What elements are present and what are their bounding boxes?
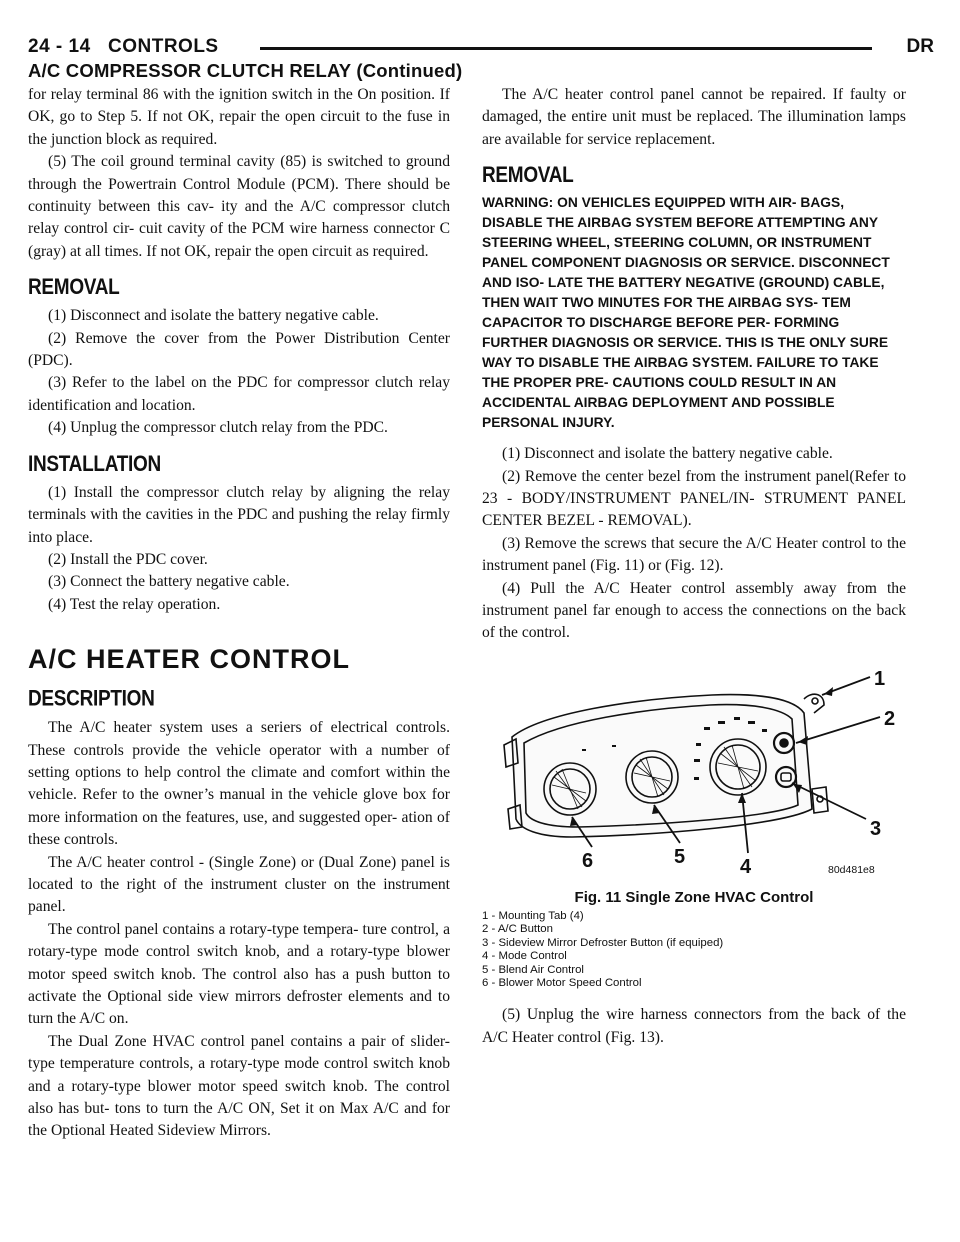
removal-heading: REMOVAL <box>482 163 574 188</box>
removal-step: (2) Remove the center bezel from the instrument panel(Refer to 23 - BODY/INSTRUMENT PANEL/IN- STRUMENT PANEL CENTER BEZEL - REMOVAL). <box>482 467 906 530</box>
callout-6: 6 <box>582 849 594 872</box>
figure-caption: Fig. 11 Single Zone HVAC Control <box>574 888 814 906</box>
installation-step: (3) Connect the battery negative cable. <box>48 573 290 591</box>
figure-image-id: 80d481e8 <box>828 863 875 876</box>
description-heading: DESCRIPTION <box>28 687 155 712</box>
description-paragraph: The A/C heater system uses a seriers of electrical controls. These controls provide the vehicle operator with a number of setting options to help control the climate and comfort within the vehicle. Refer to the owner’s manual in the vehicle glove box for more information on the features, use, and suggested oper- ation of these controls. <box>28 719 450 849</box>
legend-item: 2 - A/C Button <box>482 923 553 936</box>
installation-step: (4) Test the relay operation. <box>48 595 221 613</box>
legend-item: 1 - Mounting Tab (4) <box>482 909 584 922</box>
callout-5: 5 <box>674 845 686 868</box>
installation-heading: INSTALLATION <box>28 452 161 477</box>
paragraph-step5: (5) The coil ground terminal cavity (85) is switched to ground through the Powertrain Control Module (PCM). There should be continuity between this cav- ity and the A/C compressor clutch relay control cir- cuit cavity of the PCM wire harness connector C (gray) at all times. If not OK, repair the open circuit as required. <box>28 153 450 260</box>
legend-item: 5 - Blend Air Control <box>482 963 584 976</box>
page-number-section: 24 - 14 CONTROLS <box>28 36 219 57</box>
description-paragraph: The Dual Zone HVAC control panel contains a pair of slider-type temperature controls, a rotary-type mode control switch knob and a rotary-type blower motor speed switch knob. The control also has but- tons to turn the A/C ON, Set it on Max A/C and for the Optional Heated Sideview Mirrors. <box>28 1032 450 1140</box>
removal-step: (3) Remove the screws that secure the A/C Heater control to the instrument panel (Fig. 11) or (Fig. 12). <box>482 534 906 575</box>
legend-item: 6 - Blower Motor Speed Control <box>482 976 642 989</box>
removal-step-5: (5) Unplug the wire harness connectors from the back of the A/C Heater control (Fig. 13). <box>482 1006 906 1046</box>
page-header <box>28 36 934 81</box>
left-column <box>28 84 450 1143</box>
hvac-control-figure <box>482 659 906 883</box>
paragraph-repair: The A/C heater control panel cannot be repaired. If faulty or damaged, the entire unit must be replaced. The illumination lamps are available for service replacement. <box>482 86 906 148</box>
legend-item: 3 - Sideview Mirror Defroster Button (if equiped) <box>482 936 724 949</box>
installation-step: (1) Install the compressor clutch relay by aligning the relay terminals with the cavities in the PDC and pushing the relay firmly into place. <box>28 483 450 546</box>
removal-step: (2) Remove the cover from the Power Distribution Center (PDC). <box>28 329 450 370</box>
callout-4: 4 <box>740 855 752 878</box>
installation-step: (2) Install the PDC cover. <box>48 550 208 568</box>
removal-step: (4) Unplug the compressor clutch relay from the PDC. <box>48 419 388 437</box>
removal-step: (1) Disconnect and isolate the battery negative cable. <box>502 445 833 463</box>
right-column <box>482 84 906 1049</box>
description-paragraph: The A/C heater control - (Single Zone) or (Dual Zone) panel is located to the right of the instrument cluster on the instrument panel. <box>28 853 450 916</box>
removal-step: (1) Disconnect and isolate the battery negative cable. <box>48 307 379 325</box>
paragraph-intro: for relay terminal 86 with the ignition switch in the On position. If OK, go to Step 5. If not OK, repair the open circuit to the fuse in the junction block as required. <box>28 86 450 148</box>
continued-title: A/C COMPRESSOR CLUTCH RELAY (Continued) <box>28 60 463 81</box>
manual-code: DR <box>906 36 934 57</box>
legend-item: 4 - Mode Control <box>482 950 567 963</box>
hvac-control-drawing <box>482 659 906 883</box>
figure-legend <box>482 910 906 990</box>
description-paragraph: The control panel contains a rotary-type tempera- ture control, a rotary-type mode control switch knob, and a rotary-type blower motor speed switch knob. The control also has a push button to activate the Optional side view mirrors defroster elements and to turn the A/C on. <box>28 920 450 1028</box>
removal-step: (4) Pull the A/C Heater control assembly away from the instrument panel far enough to access the connections on the back of the control. <box>482 579 906 642</box>
header-rule <box>260 47 872 50</box>
airbag-warning: WARNING: ON VEHICLES EQUIPPED WITH AIR- BAGS, DISABLE THE AIRBAG SYSTEM BEFORE ATTEMPTING ANY STEERING WHEEL, STEERING COLUMN, OR INSTRUMENT PANEL COMPONENT DIAGNOSIS OR SERVICE. DISCONNECT AND ISO- LATE THE BATTERY NEGATIVE (GROUND) CABLE, THEN WAIT TWO MINUTES FOR THE AIRBAG SYS- TEM CAPACITOR TO DISCHARGE BEFORE PER- FORMING FURTHER DIAGNOSIS OR SERVICE. THIS IS THE ONLY SURE WAY TO DISABLE THE AIRBAG SYSTEM. FAILURE TO TAKE THE PROPER PRE- CAUTIONS COULD RESULT IN AN ACCIDENTAL AIRBAG DEPLOYMENT AND POSSIBLE PERSONAL INJURY. <box>482 195 890 431</box>
callout-1: 1 <box>874 667 886 690</box>
callout-2: 2 <box>884 707 896 730</box>
removal-step: (3) Refer to the label on the PDC for compressor clutch relay identification and location. <box>28 374 450 414</box>
removal-heading: REMOVAL <box>28 275 120 300</box>
callout-3: 3 <box>870 817 882 840</box>
section-title: A/C HEATER CONTROL <box>28 644 350 675</box>
